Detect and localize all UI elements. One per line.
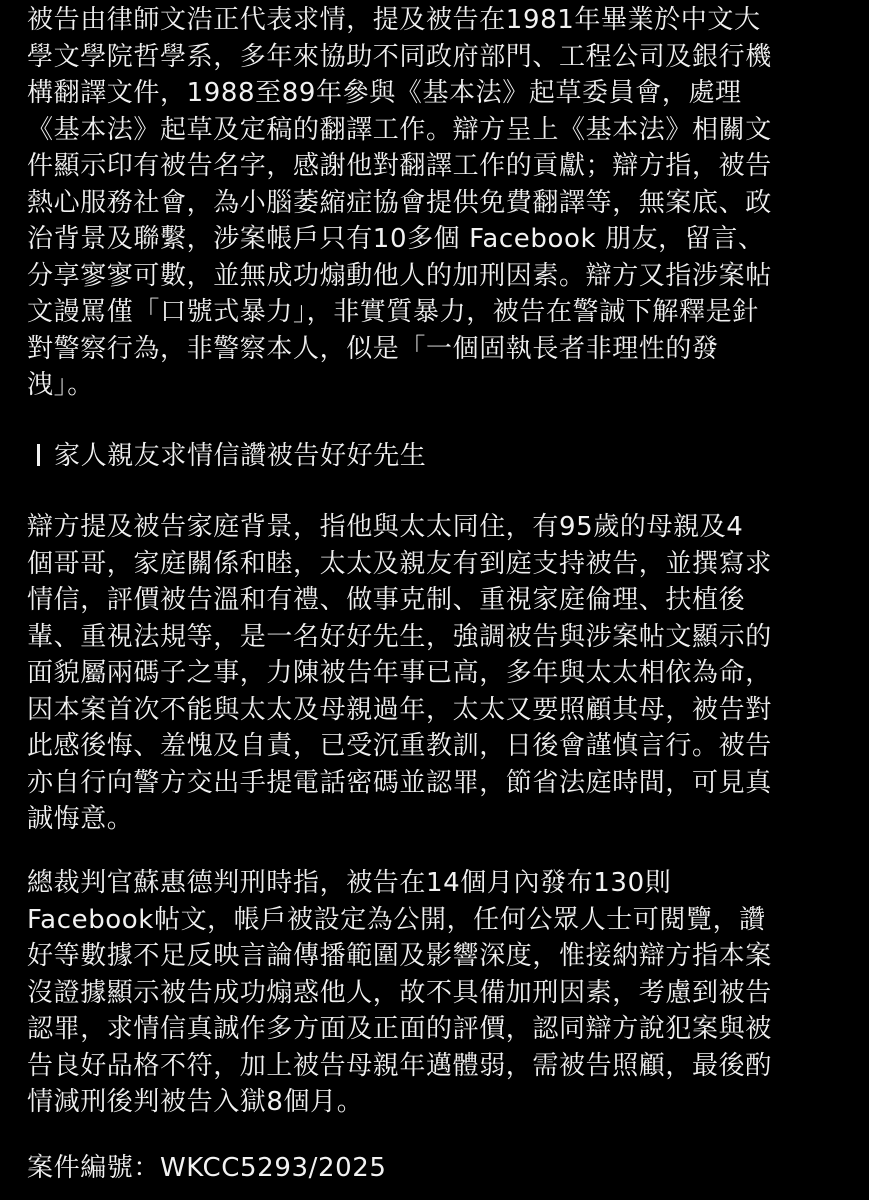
text-line: 情減刑後判被告入獄8個月。 [27,1087,364,1117]
text-line: 情信，評價被告溫和有禮、做事克制、重視家庭倫理、扶植後 [27,585,746,615]
text-line: 《基本法》起草及定稿的翻譯工作。辯方呈上《基本法》相關文 [27,114,772,145]
paragraph-defense-plea [27,2,772,404]
text-line: Facebook帖文，帳戶被設定為公開，任何公眾人士可閱覽，讚 [27,904,766,935]
text-line: 洩」。 [27,370,94,400]
text-line: 此感後悔、羞愧及自責，已受沉重教訓，日後會謹慎言行。被告 [27,731,772,761]
paragraph-family-background [27,509,772,838]
section-heading [27,436,426,476]
text-line: 好等數據不足反映言論傳播範圍及影響深度，惟接納辯方指本案 [27,941,772,971]
text-line: 輩、重視法規等，是一名好好先生，強調被告與涉案帖文顯示的 [27,621,772,652]
section-heading-text: 家人親友求情信讚被告好好先生 [54,441,427,471]
text-line: 構翻譯文件，1988至89年參與《基本法》起草委員會，處理 [27,78,742,108]
text-line: 沒證據顯示被告成功煽惑他人，故不具備加刑因素，考慮到被告 [27,977,772,1008]
text-line: 總裁判官蘇惠德判刑時指，被告在14個月內發布130則 [27,868,672,898]
case-number-block [27,1150,387,1187]
text-line: 亦自行向警方交出手提電話密碼並認罪，節省法庭時間，可見真 [27,767,772,798]
text-line: 面貌屬兩碼子之事，力陳被告年事已高，多年與太太相依為命， [27,658,772,688]
text-line: 文謾罵僅「口號式暴力」，非實質暴力，被告在警誡下解釋是針 [27,297,759,327]
text-line: 認罪，求情信真誠作多方面及正面的評價，認同辯方說犯案與被 [27,1014,772,1044]
text-line: 治背景及聯繫，涉案帳戶只有10多個 Facebook 朋友，留言、 [27,224,765,254]
heading-bar-marker [37,444,40,466]
text-line: 因本案首次不能與太太及母親過年，太太又要照顧其母，被告對 [27,694,772,725]
text-line: 被告由律師文浩正代表求情，提及被告在1981年畢業於中文大 [27,5,761,35]
paragraph-sentencing [27,865,772,1121]
text-line: 誠悔意。 [27,804,134,834]
text-line: 分享寥寥可數，並無成功煽動他人的加刑因素。辯方又指涉案帖 [27,260,772,291]
text-line: 熱心服務社會，為小腦萎縮症協會提供免費翻譯等，無案底、政 [27,187,772,218]
case-number: 案件編號：WKCC5293/2025 [27,1153,387,1183]
text-line: 件顯示印有被告名字，感謝他對翻譯工作的貢獻；辯方指，被告 [27,151,772,181]
text-line: 告良好品格不符，加上被告母親年邁體弱，需被告照顧，最後酌 [27,1050,772,1081]
text-line: 個哥哥，家庭關係和睦，太太及親友有到庭支持被告，並撰寫求 [27,548,772,579]
text-line: 學文學院哲學系，多年來協助不同政府部門、工程公司及銀行機 [27,41,772,72]
text-line: 對警察行為，非警察本人，似是「一個固執長者非理性的發 [27,333,719,364]
text-line: 辯方提及被告家庭背景，指他與太太同住，有95歲的母親及4 [27,512,744,542]
